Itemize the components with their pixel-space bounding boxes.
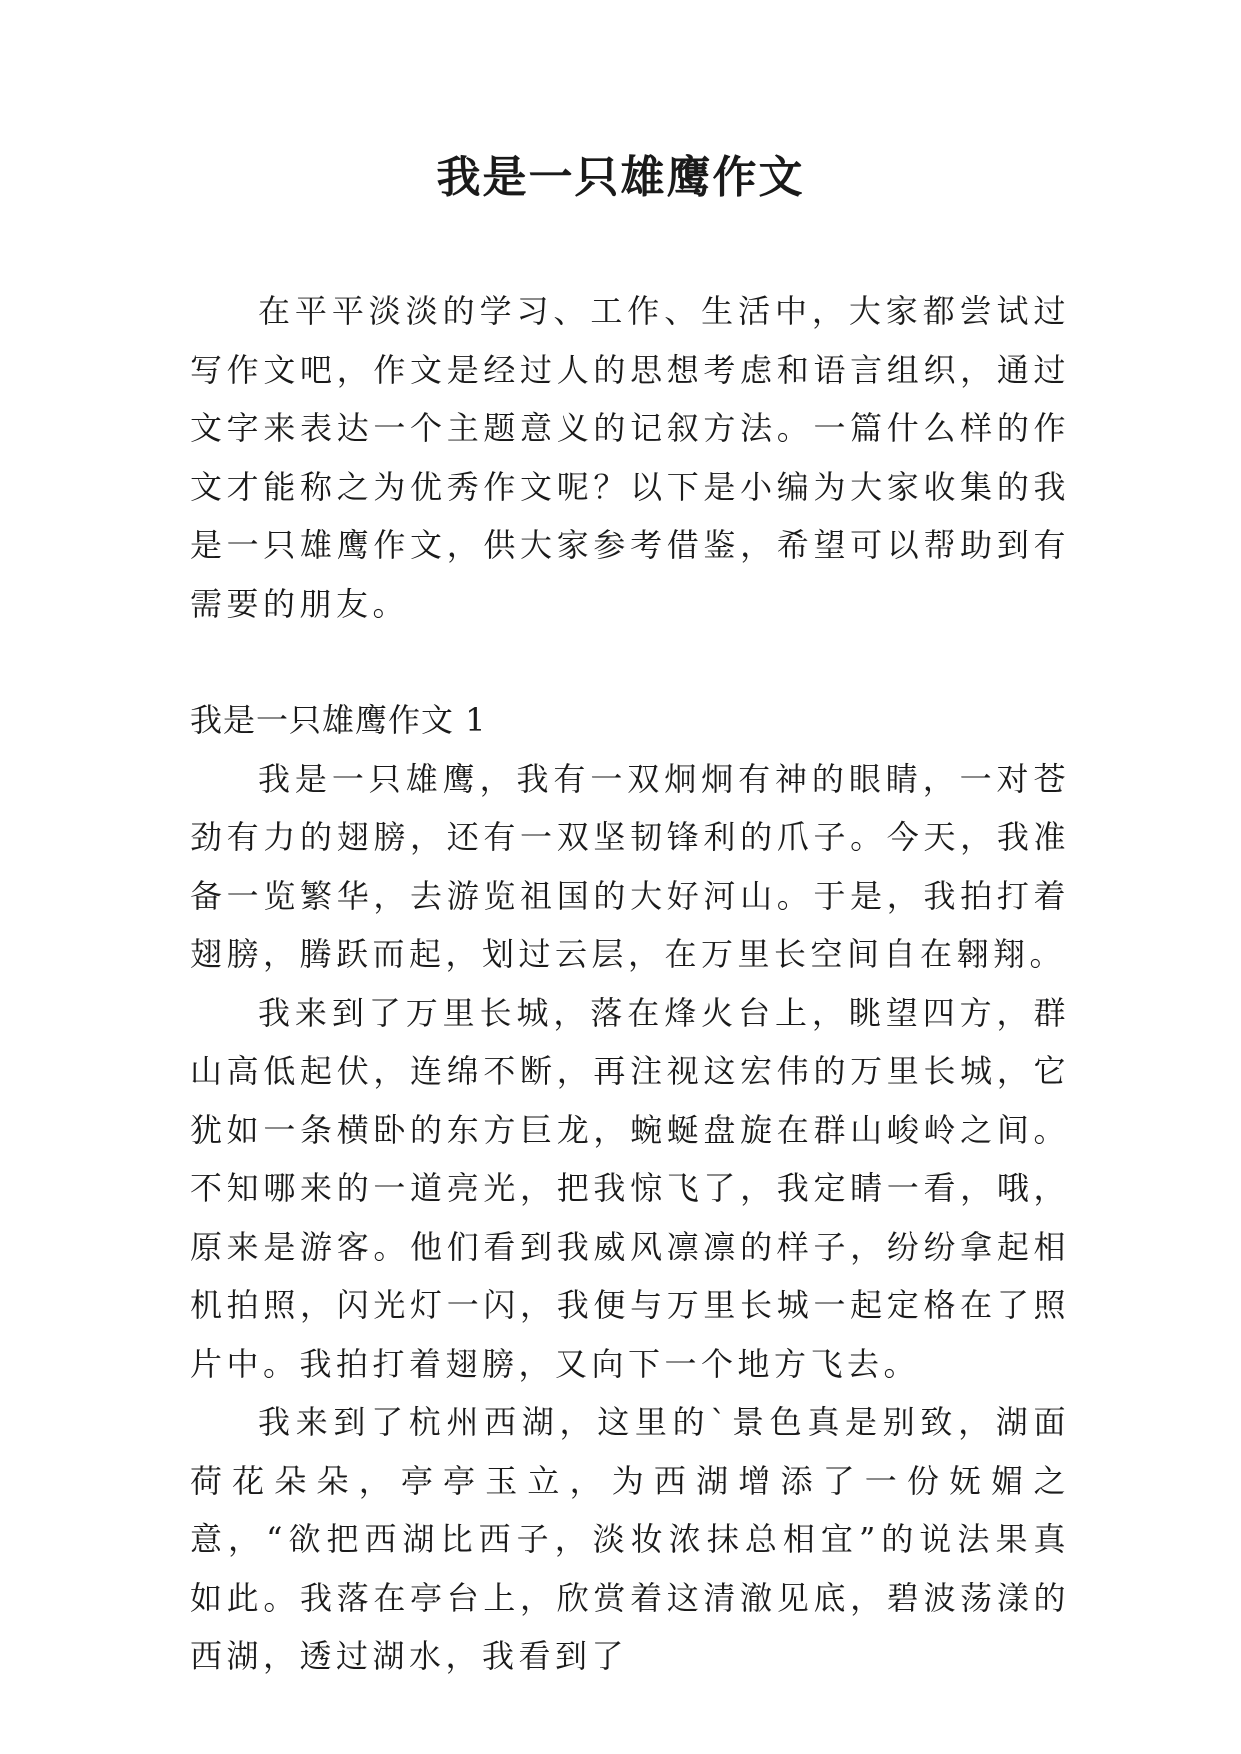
body-paragraph-3: 我来到了杭州西湖，这里的`景色真是别致，湖面荷花朵朵，亭亭玉立，为西湖增添了一份妩媚之意，“欲把西湖比西子，淡妆浓抹总相宜”的说法果真如此。我落在亭台上，欣赏着这清澈见底，碧波荡漾的西湖，透过湖水，我看到了 <box>190 1403 1070 1675</box>
document-body <box>190 282 1070 1686</box>
body-paragraph-1: 我是一只雄鹰，我有一双炯炯有神的眼睛，一对苍劲有力的翅膀，还有一双坚韧锋利的爪子。今天，我准备一览繁华，去游览祖国的大好河山。于是，我拍打着翅膀，腾跃而起，划过云层，在万里长空间自在翱翔。 <box>190 759 1070 973</box>
section-heading: 我是一只雄鹰作文 1 <box>190 701 487 739</box>
body-paragraph-2: 我来到了万里长城，落在烽火台上，眺望四方，群山高低起伏，连绵不断，再注视这宏伟的万里长城，它犹如一条横卧的东方巨龙，蜿蜒盘旋在群山峻岭之间。不知哪来的一道亮光，把我惊飞了，我定睛一看，哦，原来是游客。他们看到我威风凛凛的样子，纷纷拿起相机拍照，闪光灯一闪，我便与万里长城一起定格在了照片中。我拍打着翅膀，又向下一个地方飞去。 <box>190 993 1070 1383</box>
intro-paragraph: 在平平淡淡的学习、工作、生活中，大家都尝试过写作文吧，作文是经过人的思想考虑和语言组织，通过文字来表达一个主题意义的记叙方法。一篇什么样的作文才能称之为优秀作文呢？以下是小编为大家收集的我是一只雄鹰作文，供大家参考借鉴，希望可以帮助到有需要的朋友。 <box>190 292 1070 623</box>
document-title: 我是一只雄鹰作文 <box>436 152 805 203</box>
